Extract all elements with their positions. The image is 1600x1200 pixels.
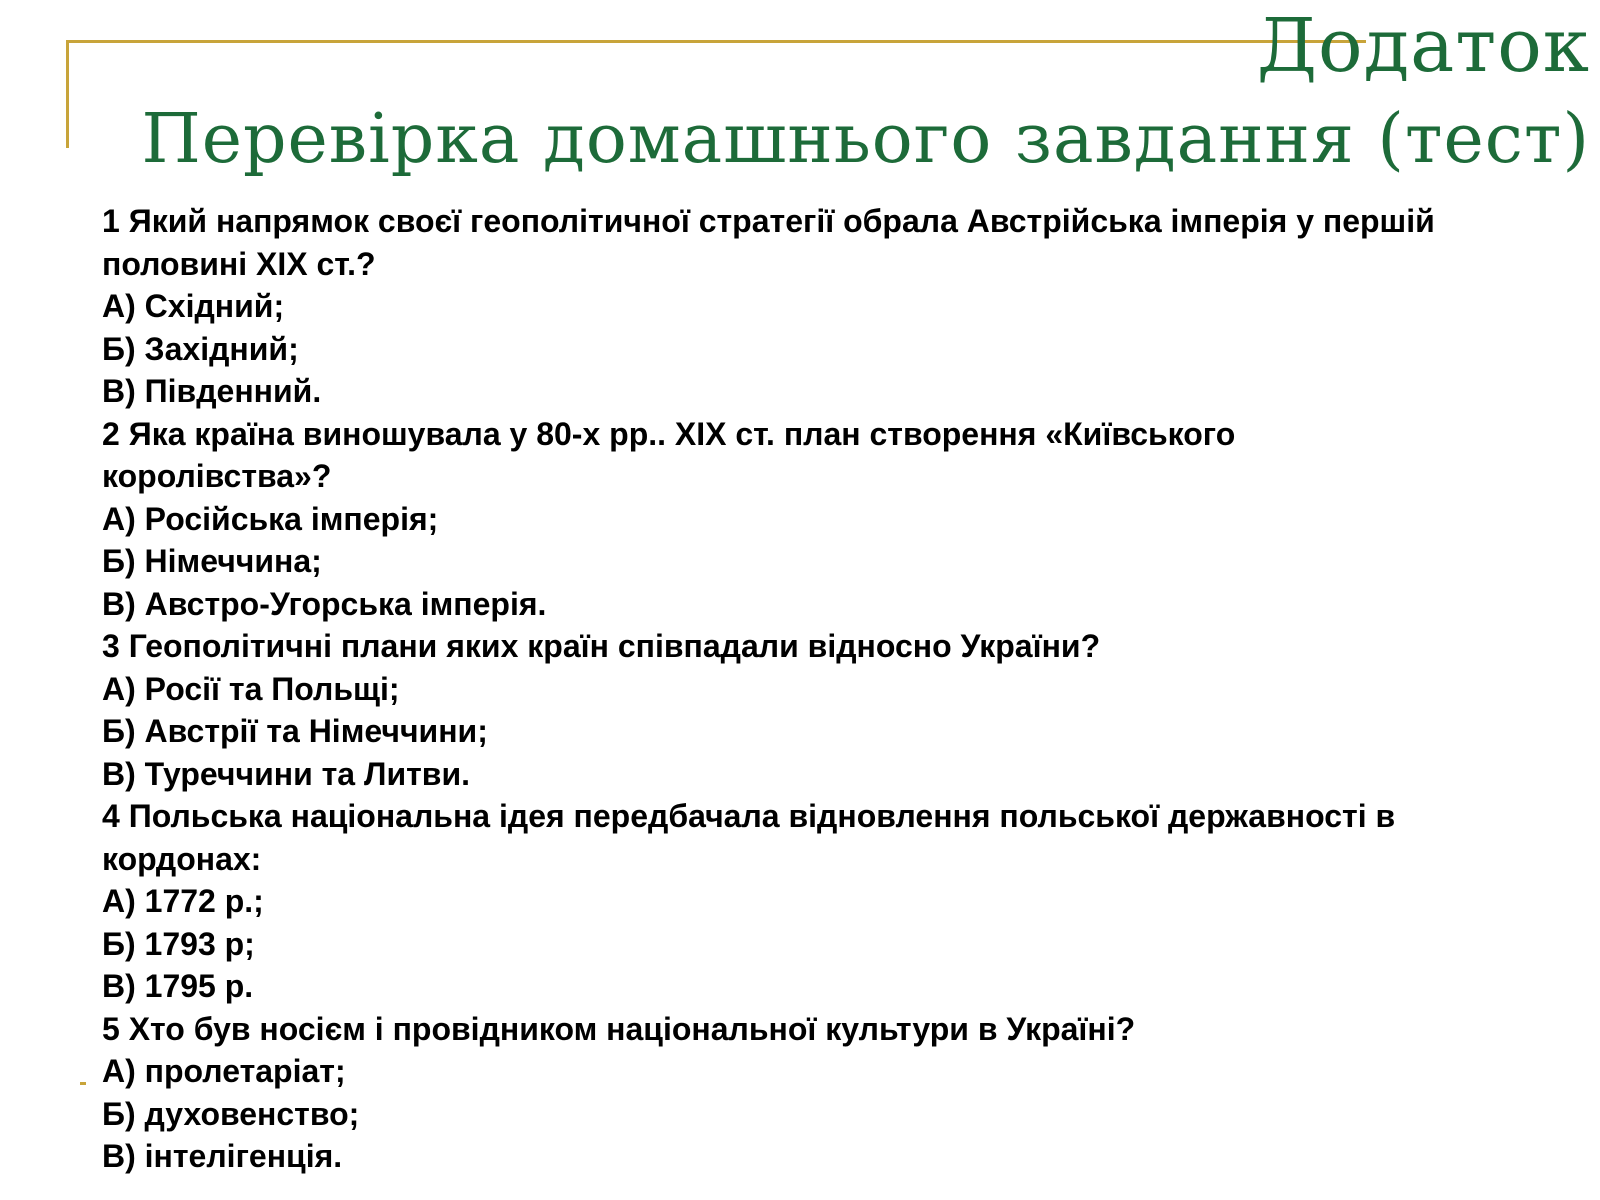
question-4-option-b: Б) 1793 р; — [102, 925, 255, 962]
slide-title — [141, 0, 1590, 188]
question-2-text-cont: королівства»? — [102, 458, 332, 494]
question-3-text: 3 Геополітичні плани яких країн співпадали відносно України? — [102, 628, 1101, 664]
question-1-option-b: Б) Західний; — [102, 330, 299, 367]
question-4-option-c: В) 1795 р. — [102, 968, 254, 1004]
question-4-option-a: А) 1772 р.; — [102, 883, 264, 919]
question-5-text: 5 Хто був носієм і провідником національної культури в Україні? — [102, 1010, 1136, 1047]
question-list — [102, 200, 1592, 1178]
question-2-option-b: Б) Німеччина; — [102, 543, 322, 579]
question-5-option-c: В) інтелігенція. — [102, 1138, 343, 1174]
question-4-text: 4 Польська національна ідея передбачала відновлення польської державності в — [102, 798, 1396, 834]
question-1-option-c: В) Південний. — [102, 373, 322, 409]
title-line-1: Додаток — [1256, 3, 1590, 89]
frame-left-line — [66, 40, 69, 148]
title-line-2: Перевірка домашнього завдання (тест) — [141, 100, 1590, 179]
question-2-option-c: В) Австро-Угорська імперія. — [102, 585, 547, 622]
question-4-text-cont: кордонах: — [102, 840, 262, 877]
question-1-text-cont: половині ХІХ ст.? — [102, 245, 376, 282]
question-5-option-a: А) пролетаріат; — [102, 1053, 346, 1089]
question-5-option-b: Б) духовенство; — [102, 1095, 360, 1132]
question-2-option-a: А) Російська імперія; — [102, 500, 439, 537]
question-3-option-b: Б) Австрії та Німеччини; — [102, 713, 488, 749]
bullet-dash-mark — [80, 1082, 86, 1085]
question-1-text: 1 Який напрямок своєї геополітичної стратегії обрала Австрійська імперія у першій — [102, 203, 1435, 239]
question-3-option-c: В) Туреччини та Литви. — [102, 755, 471, 792]
question-1-option-a: А) Східний; — [102, 288, 285, 324]
question-3-option-a: А) Росії та Польщі; — [102, 670, 400, 707]
question-2-text: 2 Яка країна виношувала у 80-х рр.. ХІХ ст. план створення «Київського — [102, 415, 1236, 452]
